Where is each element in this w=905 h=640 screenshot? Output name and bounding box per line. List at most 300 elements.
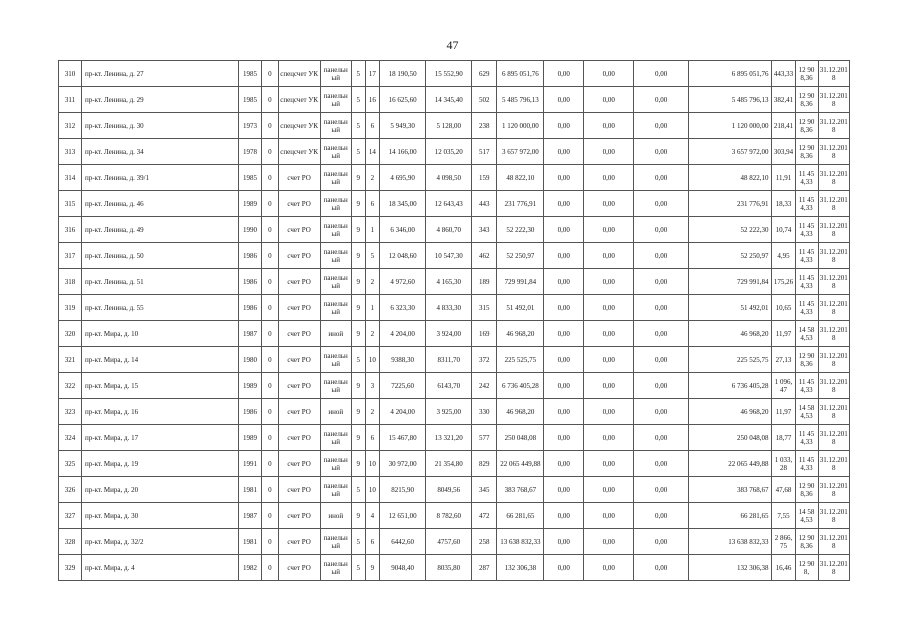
regional-cost-cell: 0,00 — [584, 139, 634, 165]
row-number-cell: 320 — [59, 321, 82, 347]
cost-per-m2-cell: 2 866,75 — [772, 529, 795, 555]
regional-cost-cell: 0,00 — [584, 113, 634, 139]
living-area-cell: 4 098,50 — [426, 165, 472, 191]
total-area-cell: 5 949,30 — [380, 113, 426, 139]
row-number-cell: 326 — [59, 477, 82, 503]
year-cell: 1986 — [238, 243, 261, 269]
page-number: 47 — [446, 38, 459, 52]
residents-cell: 829 — [472, 451, 497, 477]
floors-cell: 5 — [351, 113, 365, 139]
total-cost-cell: 48 822,10 — [497, 165, 544, 191]
municipal-cost-cell: 0,00 — [634, 347, 688, 373]
floors-cell: 5 — [351, 555, 365, 581]
entrances-cell: 17 — [365, 61, 380, 87]
floors-cell: 9 — [351, 269, 365, 295]
total-area-cell: 4 204,00 — [380, 321, 426, 347]
regional-cost-cell: 0,00 — [584, 295, 634, 321]
cost-per-m2-cell: 10,74 — [772, 217, 795, 243]
table-row — [59, 477, 850, 503]
cost-per-m2-cell: 16,46 — [772, 555, 795, 581]
wall-material-cell: панельный — [320, 477, 351, 503]
wall-material-cell: панельный — [320, 373, 351, 399]
municipal-cost-cell: 0,00 — [634, 477, 688, 503]
cost-per-m2-cell: 218,41 — [772, 113, 795, 139]
cost-per-m2-cell: 1 033,28 — [772, 451, 795, 477]
regional-cost-cell: 0,00 — [584, 321, 634, 347]
total-cost-cell: 6 895 051,76 — [497, 61, 544, 87]
address-cell: пр-кт. Мира, д. 14 — [82, 347, 239, 373]
row-number-cell: 313 — [59, 139, 82, 165]
row-number-cell: 325 — [59, 451, 82, 477]
year-cell: 1985 — [238, 87, 261, 113]
fund-type-cell: счет РО — [278, 243, 320, 269]
cost-per-m2-cell: 18,77 — [772, 425, 795, 451]
fund-cost-cell: 0,00 — [544, 321, 584, 347]
cost-per-m2-cell: 10,65 — [772, 295, 795, 321]
table-row — [59, 373, 850, 399]
flag-cell: 0 — [261, 529, 278, 555]
row-number-cell: 322 — [59, 373, 82, 399]
municipal-cost-cell: 0,00 — [634, 555, 688, 581]
municipal-cost-cell: 0,00 — [634, 165, 688, 191]
fund-type-cell: счет РО — [278, 399, 320, 425]
total-cost-cell: 250 048,08 — [497, 425, 544, 451]
fund-type-cell: счет РО — [278, 529, 320, 555]
row-number-cell: 318 — [59, 269, 82, 295]
max-rate-cell: 12 908,36 — [795, 61, 818, 87]
fund-type-cell: счет РО — [278, 503, 320, 529]
address-cell: пр-кт. Мира, д. 19 — [82, 451, 239, 477]
wall-material-cell: панельный — [320, 451, 351, 477]
residents-cell: 472 — [472, 503, 497, 529]
year-cell: 1989 — [238, 191, 261, 217]
fund-cost-cell: 0,00 — [544, 399, 584, 425]
regional-cost-cell: 0,00 — [584, 243, 634, 269]
entrances-cell: 1 — [365, 217, 380, 243]
fund-type-cell: счет РО — [278, 269, 320, 295]
row-number-cell: 317 — [59, 243, 82, 269]
table-row — [59, 139, 850, 165]
entrances-cell: 10 — [365, 451, 380, 477]
floors-cell: 9 — [351, 191, 365, 217]
total-area-cell: 6 323,30 — [380, 295, 426, 321]
regional-cost-cell: 0,00 — [584, 399, 634, 425]
entrances-cell: 14 — [365, 139, 380, 165]
municipal-cost-cell: 0,00 — [634, 243, 688, 269]
table-row — [59, 347, 850, 373]
residents-cell: 242 — [472, 373, 497, 399]
max-rate-cell: 11 454,33 — [795, 243, 818, 269]
living-area-cell: 12 035,20 — [426, 139, 472, 165]
fund-type-cell: счет РО — [278, 191, 320, 217]
address-cell: пр-кт. Мира, д. 10 — [82, 321, 239, 347]
total-area-cell: 18 345,00 — [380, 191, 426, 217]
floors-cell: 5 — [351, 347, 365, 373]
wall-material-cell: панельный — [320, 165, 351, 191]
regional-cost-cell: 0,00 — [584, 425, 634, 451]
row-number-cell: 323 — [59, 399, 82, 425]
flag-cell: 0 — [261, 451, 278, 477]
flag-cell: 0 — [261, 477, 278, 503]
year-cell: 1973 — [238, 113, 261, 139]
flag-cell: 0 — [261, 347, 278, 373]
year-cell: 1978 — [238, 139, 261, 165]
flag-cell: 0 — [261, 61, 278, 87]
row-number-cell: 321 — [59, 347, 82, 373]
regional-cost-cell: 0,00 — [584, 555, 634, 581]
floors-cell: 5 — [351, 139, 365, 165]
owner-cost-cell: 383 768,67 — [688, 477, 772, 503]
floors-cell: 5 — [351, 87, 365, 113]
max-rate-cell: 12 908,36 — [795, 477, 818, 503]
table-row — [59, 295, 850, 321]
table-row — [59, 165, 850, 191]
total-area-cell: 18 190,50 — [380, 61, 426, 87]
wall-material-cell: панельный — [320, 555, 351, 581]
registry-table — [58, 60, 850, 581]
deadline-cell: 31.12.2018 — [818, 165, 849, 191]
max-rate-cell: 12 908,36 — [795, 87, 818, 113]
deadline-cell: 31.12.2018 — [818, 399, 849, 425]
row-number-cell: 316 — [59, 217, 82, 243]
row-number-cell: 319 — [59, 295, 82, 321]
regional-cost-cell: 0,00 — [584, 87, 634, 113]
address-cell: пр-кт. Ленина, д. 30 — [82, 113, 239, 139]
table-row — [59, 217, 850, 243]
fund-type-cell: счет РО — [278, 477, 320, 503]
total-cost-cell: 22 065 449,88 — [497, 451, 544, 477]
cost-per-m2-cell: 11,97 — [772, 321, 795, 347]
residents-cell: 238 — [472, 113, 497, 139]
table-row — [59, 529, 850, 555]
wall-material-cell: панельный — [320, 113, 351, 139]
fund-type-cell: спецсчет УК — [278, 139, 320, 165]
fund-type-cell: счет РО — [278, 165, 320, 191]
wall-material-cell: панельный — [320, 269, 351, 295]
total-area-cell: 9048,40 — [380, 555, 426, 581]
municipal-cost-cell: 0,00 — [634, 503, 688, 529]
year-cell: 1985 — [238, 61, 261, 87]
deadline-cell: 31.12.2018 — [818, 243, 849, 269]
address-cell: пр-кт. Ленина, д. 27 — [82, 61, 239, 87]
max-rate-cell: 11 454,33 — [795, 269, 818, 295]
living-area-cell: 14 345,40 — [426, 87, 472, 113]
flag-cell: 0 — [261, 399, 278, 425]
municipal-cost-cell: 0,00 — [634, 451, 688, 477]
owner-cost-cell: 729 991,84 — [688, 269, 772, 295]
year-cell: 1989 — [238, 373, 261, 399]
total-cost-cell: 51 492,01 — [497, 295, 544, 321]
owner-cost-cell: 13 638 832,33 — [688, 529, 772, 555]
fund-type-cell: счет РО — [278, 555, 320, 581]
table-row — [59, 555, 850, 581]
cost-per-m2-cell: 303,94 — [772, 139, 795, 165]
wall-material-cell: панельный — [320, 61, 351, 87]
flag-cell: 0 — [261, 217, 278, 243]
row-number-cell: 314 — [59, 165, 82, 191]
regional-cost-cell: 0,00 — [584, 477, 634, 503]
municipal-cost-cell: 0,00 — [634, 87, 688, 113]
fund-type-cell: счет РО — [278, 321, 320, 347]
address-cell: пр-кт. Ленина, д. 34 — [82, 139, 239, 165]
floors-cell: 5 — [351, 61, 365, 87]
owner-cost-cell: 132 306,38 — [688, 555, 772, 581]
living-area-cell: 4 833,30 — [426, 295, 472, 321]
living-area-cell: 10 547,30 — [426, 243, 472, 269]
regional-cost-cell: 0,00 — [584, 269, 634, 295]
fund-cost-cell: 0,00 — [544, 295, 584, 321]
fund-type-cell: счет РО — [278, 451, 320, 477]
flag-cell: 0 — [261, 321, 278, 347]
flag-cell: 0 — [261, 113, 278, 139]
flag-cell: 0 — [261, 555, 278, 581]
total-area-cell: 9388,30 — [380, 347, 426, 373]
year-cell: 1989 — [238, 425, 261, 451]
table-row — [59, 425, 850, 451]
fund-type-cell: счет РО — [278, 373, 320, 399]
municipal-cost-cell: 0,00 — [634, 529, 688, 555]
flag-cell: 0 — [261, 503, 278, 529]
entrances-cell: 16 — [365, 87, 380, 113]
regional-cost-cell: 0,00 — [584, 503, 634, 529]
entrances-cell: 6 — [365, 113, 380, 139]
row-number-cell: 311 — [59, 87, 82, 113]
total-area-cell: 15 467,80 — [380, 425, 426, 451]
floors-cell: 9 — [351, 321, 365, 347]
flag-cell: 0 — [261, 139, 278, 165]
regional-cost-cell: 0,00 — [584, 347, 634, 373]
owner-cost-cell: 250 048,08 — [688, 425, 772, 451]
fund-type-cell: спецсчет УК — [278, 113, 320, 139]
owner-cost-cell: 231 776,91 — [688, 191, 772, 217]
max-rate-cell: 12 908,36 — [795, 347, 818, 373]
residents-cell: 443 — [472, 191, 497, 217]
regional-cost-cell: 0,00 — [584, 61, 634, 87]
max-rate-cell: 11 454,33 — [795, 373, 818, 399]
entrances-cell: 5 — [365, 243, 380, 269]
address-cell: пр-кт. Мира, д. 16 — [82, 399, 239, 425]
living-area-cell: 8049,56 — [426, 477, 472, 503]
cost-per-m2-cell: 11,91 — [772, 165, 795, 191]
deadline-cell: 31.12.2018 — [818, 321, 849, 347]
flag-cell: 0 — [261, 243, 278, 269]
fund-cost-cell: 0,00 — [544, 217, 584, 243]
entrances-cell: 6 — [365, 529, 380, 555]
residents-cell: 169 — [472, 321, 497, 347]
max-rate-cell: 12 908,36 — [795, 113, 818, 139]
year-cell: 1981 — [238, 477, 261, 503]
entrances-cell: 9 — [365, 555, 380, 581]
owner-cost-cell: 1 120 000,00 — [688, 113, 772, 139]
row-number-cell: 324 — [59, 425, 82, 451]
address-cell: пр-кт. Мира, д. 4 — [82, 555, 239, 581]
regional-cost-cell: 0,00 — [584, 373, 634, 399]
regional-cost-cell: 0,00 — [584, 529, 634, 555]
address-cell: пр-кт. Мира, д. 15 — [82, 373, 239, 399]
wall-material-cell: панельный — [320, 425, 351, 451]
fund-cost-cell: 0,00 — [544, 165, 584, 191]
year-cell: 1987 — [238, 503, 261, 529]
municipal-cost-cell: 0,00 — [634, 295, 688, 321]
total-cost-cell: 383 768,67 — [497, 477, 544, 503]
floors-cell: 9 — [351, 165, 365, 191]
floors-cell: 9 — [351, 373, 365, 399]
row-number-cell: 329 — [59, 555, 82, 581]
wall-material-cell: панельный — [320, 217, 351, 243]
deadline-cell: 31.12.2018 — [818, 425, 849, 451]
fund-type-cell: счет РО — [278, 347, 320, 373]
residents-cell: 502 — [472, 87, 497, 113]
floors-cell: 5 — [351, 477, 365, 503]
flag-cell: 0 — [261, 269, 278, 295]
total-area-cell: 16 625,60 — [380, 87, 426, 113]
total-area-cell: 12 651,00 — [380, 503, 426, 529]
year-cell: 1980 — [238, 347, 261, 373]
owner-cost-cell: 48 822,10 — [688, 165, 772, 191]
total-cost-cell: 46 968,20 — [497, 321, 544, 347]
year-cell: 1986 — [238, 269, 261, 295]
entrances-cell: 1 — [365, 295, 380, 321]
entrances-cell: 3 — [365, 373, 380, 399]
table-row — [59, 113, 850, 139]
deadline-cell: 31.12.2018 — [818, 503, 849, 529]
total-cost-cell: 132 306,38 — [497, 555, 544, 581]
total-cost-cell: 5 485 796,13 — [497, 87, 544, 113]
address-cell: пр-кт. Ленина, д. 50 — [82, 243, 239, 269]
living-area-cell: 21 354,80 — [426, 451, 472, 477]
cost-per-m2-cell: 27,13 — [772, 347, 795, 373]
max-rate-cell: 12 908,36 — [795, 529, 818, 555]
living-area-cell: 6143,70 — [426, 373, 472, 399]
deadline-cell: 31.12.2018 — [818, 529, 849, 555]
registry-rows — [59, 61, 850, 581]
residents-cell: 343 — [472, 217, 497, 243]
owner-cost-cell: 3 657 972,00 — [688, 139, 772, 165]
fund-cost-cell: 0,00 — [544, 451, 584, 477]
total-area-cell: 6 346,00 — [380, 217, 426, 243]
row-number-cell: 310 — [59, 61, 82, 87]
wall-material-cell: панельный — [320, 87, 351, 113]
living-area-cell: 3 925,00 — [426, 399, 472, 425]
deadline-cell: 31.12.2018 — [818, 555, 849, 581]
wall-material-cell: панельный — [320, 529, 351, 555]
residents-cell: 345 — [472, 477, 497, 503]
total-cost-cell: 3 657 972,00 — [497, 139, 544, 165]
total-cost-cell: 52 222,30 — [497, 217, 544, 243]
total-cost-cell: 225 525,75 — [497, 347, 544, 373]
living-area-cell: 4757,60 — [426, 529, 472, 555]
living-area-cell: 8035,80 — [426, 555, 472, 581]
floors-cell: 9 — [351, 399, 365, 425]
living-area-cell: 3 924,00 — [426, 321, 472, 347]
residents-cell: 462 — [472, 243, 497, 269]
entrances-cell: 4 — [365, 503, 380, 529]
total-cost-cell: 46 968,20 — [497, 399, 544, 425]
year-cell: 1981 — [238, 529, 261, 555]
floors-cell: 9 — [351, 295, 365, 321]
year-cell: 1990 — [238, 217, 261, 243]
cost-per-m2-cell: 443,33 — [772, 61, 795, 87]
residents-cell: 315 — [472, 295, 497, 321]
entrances-cell: 10 — [365, 477, 380, 503]
residents-cell: 189 — [472, 269, 497, 295]
wall-material-cell: панельный — [320, 139, 351, 165]
deadline-cell: 31.12.2018 — [818, 451, 849, 477]
cost-per-m2-cell: 47,68 — [772, 477, 795, 503]
total-cost-cell: 231 776,91 — [497, 191, 544, 217]
table-row — [59, 191, 850, 217]
cost-per-m2-cell: 11,97 — [772, 399, 795, 425]
municipal-cost-cell: 0,00 — [634, 217, 688, 243]
entrances-cell: 6 — [365, 425, 380, 451]
total-cost-cell: 52 250,97 — [497, 243, 544, 269]
max-rate-cell: 11 454,33 — [795, 295, 818, 321]
fund-type-cell: счет РО — [278, 425, 320, 451]
fund-type-cell: счет РО — [278, 217, 320, 243]
year-cell: 1982 — [238, 555, 261, 581]
wall-material-cell: панельный — [320, 295, 351, 321]
living-area-cell: 15 552,90 — [426, 61, 472, 87]
owner-cost-cell: 22 065 449,88 — [688, 451, 772, 477]
living-area-cell: 5 128,00 — [426, 113, 472, 139]
fund-cost-cell: 0,00 — [544, 555, 584, 581]
fund-cost-cell: 0,00 — [544, 61, 584, 87]
regional-cost-cell: 0,00 — [584, 165, 634, 191]
owner-cost-cell: 225 525,75 — [688, 347, 772, 373]
table-row — [59, 61, 850, 87]
flag-cell: 0 — [261, 191, 278, 217]
wall-material-cell: панельный — [320, 347, 351, 373]
total-area-cell: 7225,60 — [380, 373, 426, 399]
residents-cell: 629 — [472, 61, 497, 87]
regional-cost-cell: 0,00 — [584, 191, 634, 217]
fund-cost-cell: 0,00 — [544, 243, 584, 269]
total-cost-cell: 1 120 000,00 — [497, 113, 544, 139]
year-cell: 1986 — [238, 399, 261, 425]
entrances-cell: 2 — [365, 321, 380, 347]
table-row — [59, 451, 850, 477]
floors-cell: 9 — [351, 217, 365, 243]
max-rate-cell: 14 584,53 — [795, 321, 818, 347]
table-row — [59, 503, 850, 529]
year-cell: 1991 — [238, 451, 261, 477]
owner-cost-cell: 5 485 796,13 — [688, 87, 772, 113]
residents-cell: 258 — [472, 529, 497, 555]
living-area-cell: 8311,70 — [426, 347, 472, 373]
max-rate-cell: 11 454,33 — [795, 425, 818, 451]
max-rate-cell: 14 584,53 — [795, 399, 818, 425]
table-row — [59, 269, 850, 295]
fund-cost-cell: 0,00 — [544, 347, 584, 373]
fund-type-cell: спецсчет УК — [278, 87, 320, 113]
fund-cost-cell: 0,00 — [544, 425, 584, 451]
fund-cost-cell: 0,00 — [544, 139, 584, 165]
table-row — [59, 87, 850, 113]
fund-cost-cell: 0,00 — [544, 529, 584, 555]
year-cell: 1985 — [238, 165, 261, 191]
fund-type-cell: спецсчет УК — [278, 61, 320, 87]
deadline-cell: 31.12.2018 — [818, 87, 849, 113]
entrances-cell: 10 — [365, 347, 380, 373]
address-cell: пр-кт. Ленина, д. 46 — [82, 191, 239, 217]
owner-cost-cell: 51 492,01 — [688, 295, 772, 321]
row-number-cell: 312 — [59, 113, 82, 139]
municipal-cost-cell: 0,00 — [634, 191, 688, 217]
owner-cost-cell: 46 968,20 — [688, 399, 772, 425]
fund-cost-cell: 0,00 — [544, 191, 584, 217]
total-cost-cell: 729 991,84 — [497, 269, 544, 295]
total-area-cell: 12 048,60 — [380, 243, 426, 269]
